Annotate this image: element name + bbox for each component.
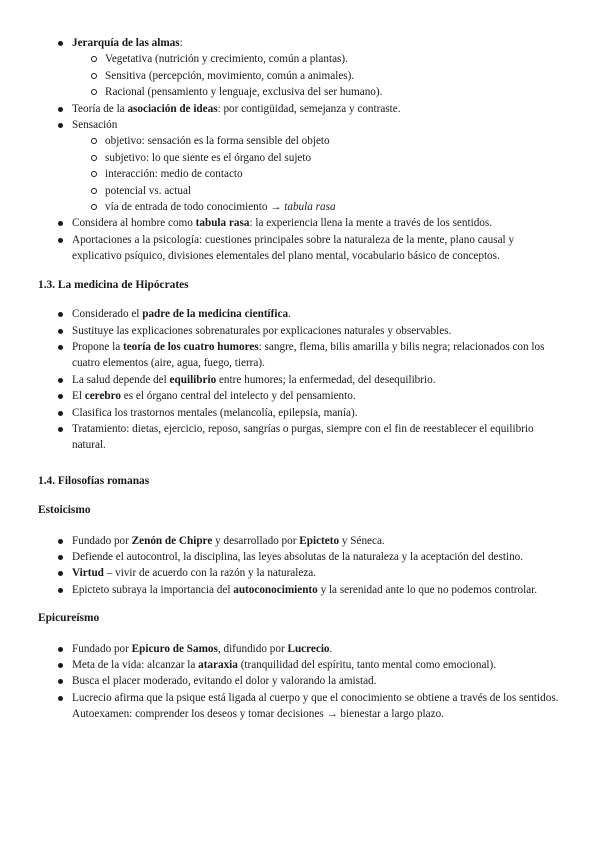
sub-list-item: subjetivo: lo que siente es el órgano del sujeto (72, 150, 566, 166)
list-item-text: Propone la (72, 340, 123, 353)
bold-term: padre de la medicina científica (142, 308, 289, 321)
list-item-text: Fundado por (72, 642, 132, 655)
sub-list-item: Racional (pensamiento y lenguaje, exclusiva del ser humano). (72, 84, 566, 100)
list-item (38, 533, 566, 549)
list-item (38, 372, 566, 388)
list-item (38, 565, 566, 581)
sub-list-item: objetivo: sensación es la forma sensible del objeto (72, 133, 566, 149)
sub-list-item: interacción: medio de contacto (72, 166, 566, 182)
list-item: Busca el placer moderado, evitando el dolor y valorando la amistad. (38, 673, 566, 689)
list-item-text: entre humores; la enfermedad, del desequilibrio. (216, 373, 436, 386)
section-heading: 1.4. Filosofías romanas (38, 474, 150, 487)
list-item (38, 101, 566, 117)
sub-list-item: Vegetativa (nutrición y crecimiento, común a plantas). (72, 51, 566, 67)
list-item-text: : sangre, flema, bilis amarilla y bilis negra; relacionados con los cuatro elementos (aire, agua, fuego, tierra). (72, 340, 545, 370)
document-body (38, 35, 566, 723)
list-item-text: (tranquilidad del espíritu, tanto mental como emocional). (237, 659, 497, 671)
list-item-text: Epicteto subraya la importancia del (72, 583, 234, 596)
bold-term: ataraxia (198, 659, 238, 671)
list-item (38, 641, 566, 657)
list-item (38, 306, 566, 322)
sub-list-item: Sensitiva (percepción, movimiento, común a animales). (72, 68, 566, 84)
bullet-list-stoicism (38, 533, 566, 599)
sub-list-item: potencial vs. actual (72, 183, 566, 199)
subsection-heading: Epicureísmo (38, 612, 100, 625)
list-item-text: : (179, 37, 183, 49)
italic-term: tabula rasa (284, 201, 336, 214)
list-item-text: Considerado el (72, 308, 143, 321)
list-item: Tratamiento: dietas, ejercicio, reposo, sangrías o purgas, siempre con el fin de reestablecer el equilibrio natural. (38, 421, 566, 454)
list-item (38, 215, 566, 231)
bold-term: autoconocimiento (233, 583, 318, 596)
bold-term: asociación de ideas (127, 102, 218, 115)
list-item (38, 582, 566, 598)
bold-term: teoría de los cuatro humores (122, 340, 259, 353)
bold-term: Virtud (72, 567, 104, 580)
list-item (38, 388, 566, 404)
bold-term: Jerarquía de las almas (72, 37, 180, 49)
list-item-text: . (288, 308, 291, 321)
list-item (38, 117, 566, 215)
list-item-text: Considera al hombre como (72, 217, 196, 230)
list-item: Clasifica los trastornos mentales (melancolía, epilepsia, manía). (38, 405, 566, 421)
list-item-text: Meta de la vida: alcanzar la (72, 659, 199, 671)
section-heading: 1.3. La medicina de Hipócrates (38, 278, 189, 291)
list-item-text: Teoría de la (72, 102, 128, 115)
list-item-text: : por contigüidad, semejanza y contraste. (217, 102, 401, 115)
list-item-text: Fundado por (72, 534, 132, 547)
sub-list-item (72, 199, 566, 215)
list-item (38, 339, 566, 372)
list-item-text: y Séneca. (339, 534, 385, 547)
bold-term: Lucrecio (287, 642, 330, 655)
bold-term: Zenón de Chipre (131, 534, 213, 547)
list-item-text: y la serenidad ante lo que no podemos controlar. (317, 583, 538, 596)
list-item-text: . (329, 642, 333, 655)
bullet-list-hippocrates (38, 306, 566, 454)
list-item-text: vía de entrada de todo conocimiento → (105, 201, 285, 214)
list-item-text: : la experiencia llena la mente a través de los sentidos. (249, 217, 493, 230)
bullet-list-aristotle (38, 35, 566, 265)
list-item-text: – vivir de acuerdo con la razón y la naturaleza. (103, 567, 317, 580)
list-item-text: El (72, 390, 85, 403)
list-item-text: Sensación (72, 119, 118, 132)
list-item-text: La salud depende del (72, 373, 170, 386)
list-item: Lucrecio afirma que la psique está ligada al cuerpo y que el conocimiento se obtiene a través de los sentidos. Autoexamen: comprender los deseos y tomar decisiones → bienestar a largo plazo. (38, 690, 566, 723)
list-item-text: y desarrollado por (212, 534, 300, 547)
bullet-list-epicureanism (38, 641, 566, 723)
bold-term: tabula rasa (195, 217, 250, 230)
bold-term: Epicteto (299, 534, 340, 547)
list-item-text: es el órgano central del intelecto y del pensamiento. (121, 390, 356, 403)
list-item (38, 35, 566, 101)
list-item-text: , difundido por (217, 642, 288, 655)
sub-list-sensation (72, 133, 566, 215)
bold-term: cerebro (84, 390, 121, 403)
subsection-heading: Estoicismo (38, 504, 91, 517)
sub-list-souls (72, 51, 566, 100)
list-item: Sustituye las explicaciones sobrenaturales por explicaciones naturales y observables. (38, 323, 566, 339)
list-item: Defiende el autocontrol, la disciplina, las leyes absolutas de la naturaleza y la aceptación del destino. (38, 549, 566, 565)
bold-term: equilibrio (169, 373, 217, 386)
bold-term: Epicuro de Samos (131, 642, 218, 655)
list-item: Aportaciones a la psicología: cuestiones principales sobre la naturaleza de la mente, plano causal y explicativo psíquico, divisiones elementales del plano mental, vocabulario básico de conceptos. (38, 232, 566, 265)
list-item (38, 657, 566, 673)
